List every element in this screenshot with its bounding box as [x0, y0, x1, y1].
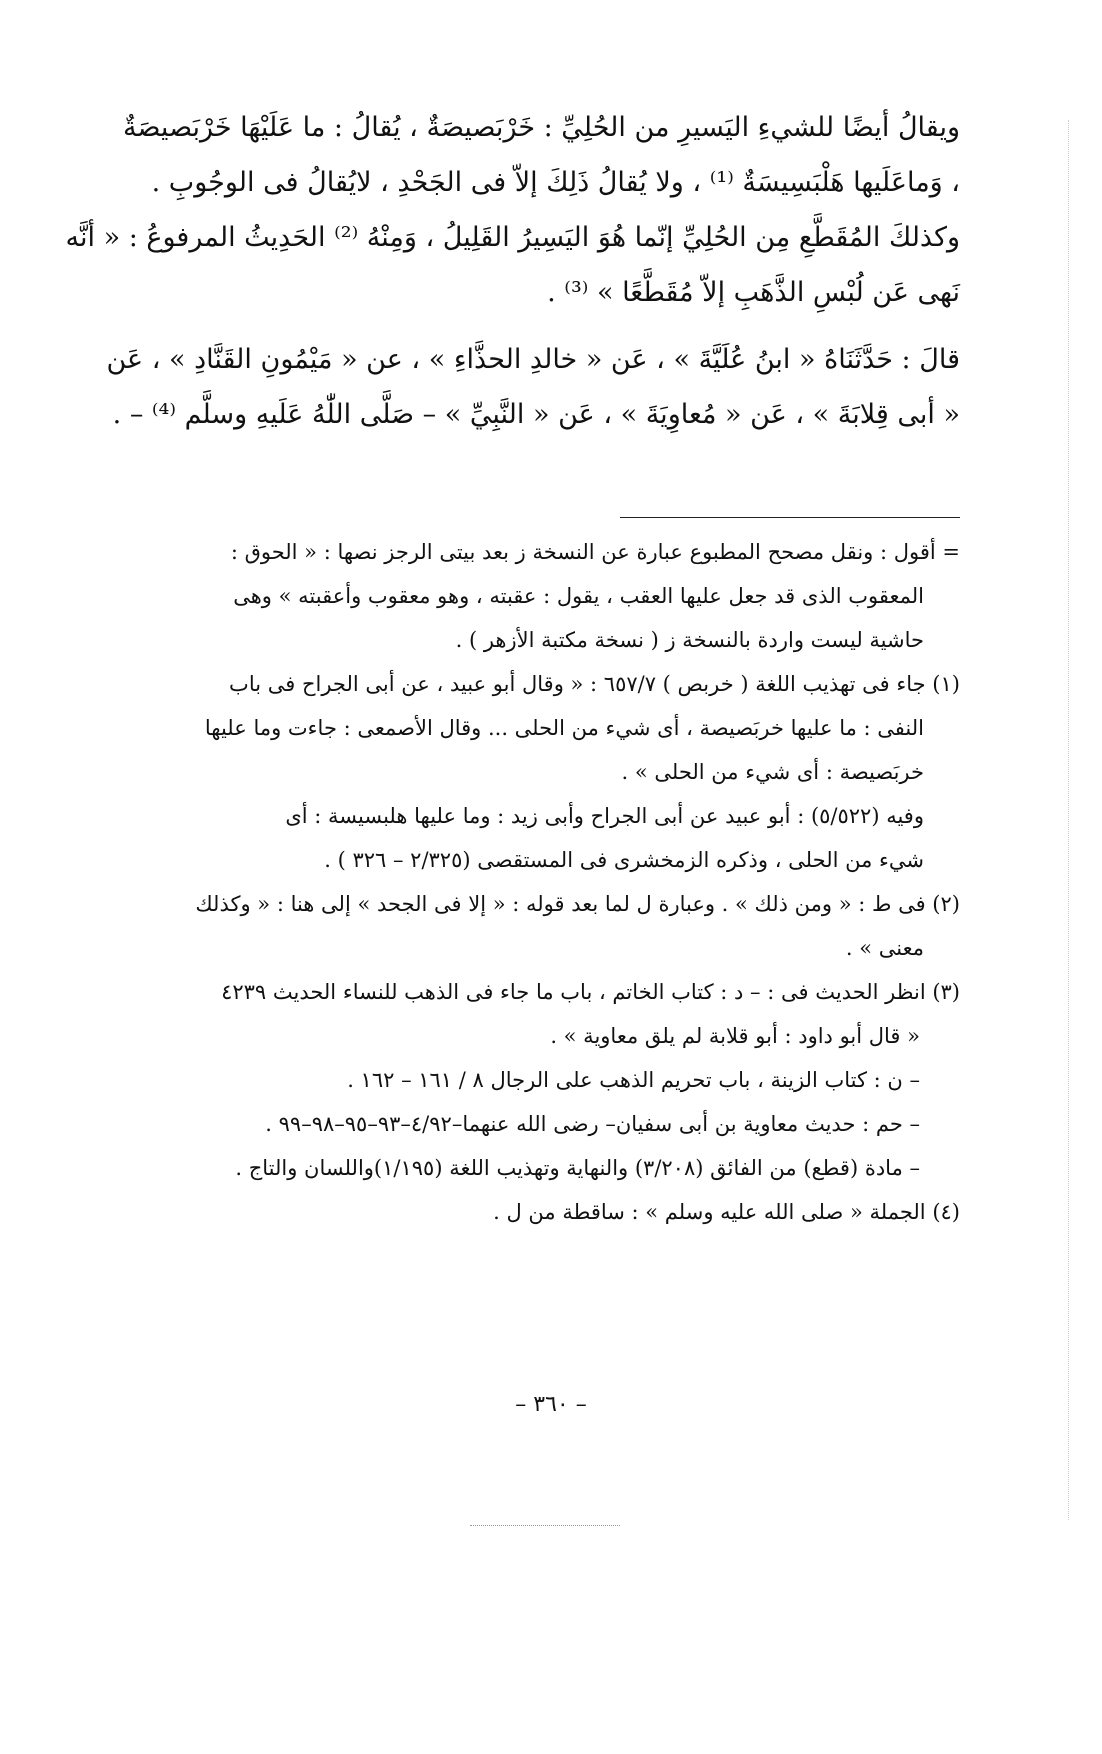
main-text-line: ويقالُ أيضًا للشيءِ اليَسيرِ من الحُلِيِّ : خَرْبَصيصَةٌ ، يُقالُ : ما عَلَيْهَا خَرْبَصيصَةٌ — [123, 112, 960, 143]
footnote-line: – ن : كتاب الزينة ، باب تحريم الذهب على الرجال ٨ / ١٦١ – ١٦٢ . — [347, 1068, 920, 1092]
scan-artifact-dots — [470, 1525, 620, 1526]
footnote-line: = أقول : ونقل مصحح المطبوع عبارة عن النسخة ز بعد بيتى الرجز نصها : « الحوق : — [230, 540, 960, 564]
footnote-line: خربَصيصة : أى شيء من الحلى » . — [621, 760, 924, 784]
footnotes — [170, 530, 960, 1234]
footnote-separator — [620, 517, 960, 518]
footnote-line: (٤) الجملة « صلى الله عليه وسلم » : ساقطة من ل . — [493, 1200, 960, 1224]
main-text — [65, 100, 960, 442]
footnote-line: حاشية ليست واردة بالنسخة ز ( نسخة مكتبة الأزهر ) . — [455, 628, 924, 652]
main-text-line: نَهى عَن لُبْسِ الذَّهَبِ إلاّ مُقَطَّعًا » ⁽³⁾ . — [547, 277, 960, 308]
footnote-line: النفى : ما عليها خربَصيصة ، أى شيء من الحلى ... وقال الأصمعى : جاءت وما عليها — [204, 716, 924, 740]
page-number: – ٣٦٠ – — [515, 1392, 587, 1417]
main-text-line: « أبى قِلابَةَ » ، عَن « مُعاوِيَةَ » ، عَن « النَّبِيِّ » – صَلَّى اللّٰهُ عَلَيهِ وسلَّم ⁽⁴⁾ – . — [112, 399, 960, 430]
footnote-line: معنى » . — [845, 936, 924, 960]
main-text-line: قالَ : حَدَّثَنَاهُ « ابنُ عُلَيَّةَ » ، عَن « خالدِ الحذَّاءِ » ، عن « مَيْمُونِ القَنَّادِ » ، عَن — [106, 344, 960, 375]
main-text-line: وكذلكَ المُقَطَّعِ مِن الحُلِيِّ إنّما هُوَ اليَسِيرُ القَلِيلُ ، وَمِنْهُ ⁽²⁾ الحَدِيثُ المرفوعُ : « أنَّه — [65, 222, 960, 253]
footnote-line: وفيه (٥/٥٢٢) : أبو عبيد عن أبى الجراح وأبى زيد : وما عليها هلبسيسة : أى — [285, 804, 924, 828]
main-text-line: ، وَماعَلَيها هَلْبَسِيسَةٌ ⁽¹⁾ ، ولا يُقالُ ذَلِكَ إلاّ فى الجَحْدِ ، لايُقالُ فى الوجُوبِ . — [151, 167, 960, 198]
footnote-line: – حم : حديث معاوية بن أبى سفيان– رضى الله عنهما–٤/٩٢–٩٣–٩٥–٩٨–٩٩ . — [265, 1112, 920, 1136]
footnote-line: – مادة (قطع) من الفائق (٣/٢٠٨) والنهاية وتهذيب اللغة (١/١٩٥)واللسان والتاج . — [235, 1156, 920, 1180]
footnote-line: (١) جاء فى تهذيب اللغة ( خربص ) ٦٥٧/٧ : « وقال أبو عبيد ، عن أبى الجراح فى باب — [229, 672, 960, 696]
scan-edge-line — [1068, 120, 1069, 1520]
footnote-line: المعقوب الذى قد جعل عليها العقب ، يقول : عقبته ، وهو معقوب وأعقبته » وهى — [233, 584, 924, 608]
footnote-line: (٣) انظر الحديث فى : – د : كتاب الخاتم ، باب ما جاء فى الذهب للنساء الحديث ٤٢٣٩ — [221, 980, 960, 1004]
footnote-line: (٢) فى ط : « ومن ذلك » . وعبارة ل لما بعد قوله : « إلا فى الجحد » إلى هنا : « وكذلك — [195, 892, 960, 916]
footnote-line: « قال أبو داود : أبو قلابة لم يلق معاوية » . — [550, 1024, 920, 1048]
footnote-line: شيء من الحلى ، وذكره الزمخشرى فى المستقصى (٢/٣٢٥ – ٣٢٦ ) . — [324, 848, 924, 872]
